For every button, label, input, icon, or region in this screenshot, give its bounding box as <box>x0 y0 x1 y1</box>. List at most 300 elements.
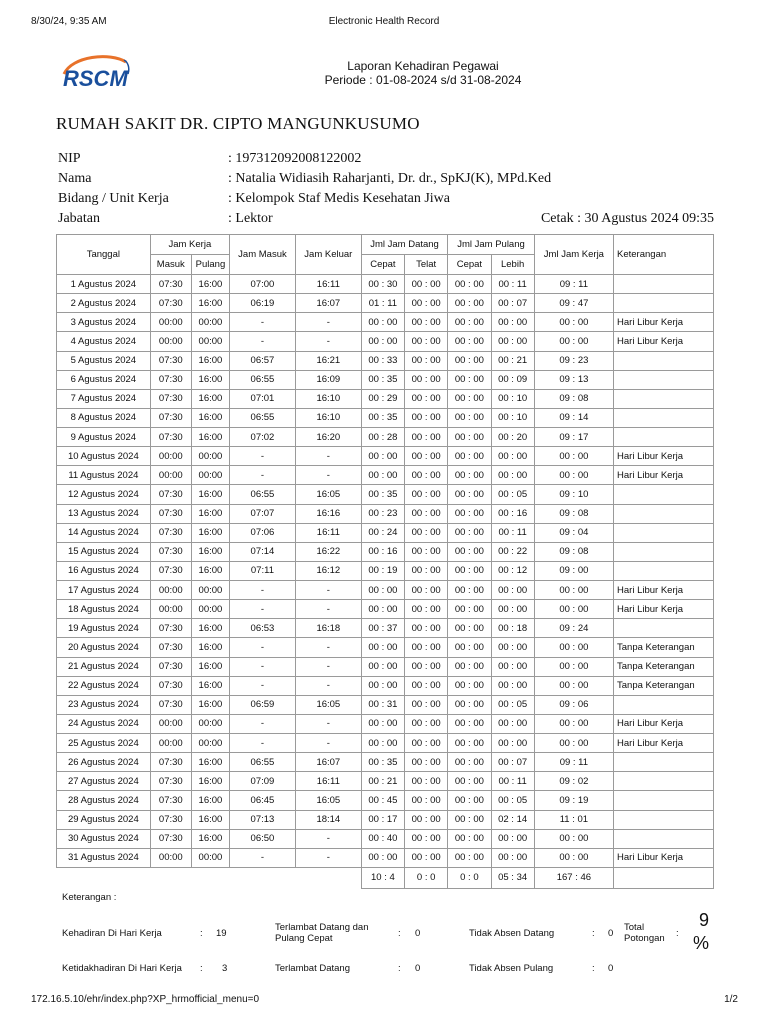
cell-jam-keluar: - <box>295 600 361 619</box>
cell-datang-cepat: 00 : 00 <box>361 714 404 733</box>
table-row <box>57 791 714 810</box>
ketidakhadiran-value: 3 <box>222 963 228 974</box>
cell-pulang-lebih: 00 : 05 <box>491 791 534 810</box>
cell-pulang-lebih: 00 : 10 <box>491 389 534 408</box>
cell-jam-kerja: 00 : 00 <box>534 466 613 485</box>
total-potongan-colon: : <box>676 928 679 939</box>
cell-datang-cepat: 00 : 35 <box>361 408 404 427</box>
cell-pulang: 16:00 <box>191 542 229 561</box>
total-lebih: 05 : 34 <box>491 867 534 888</box>
report-title-block <box>0 59 768 87</box>
header-jam-masuk: Jam Masuk <box>230 235 296 275</box>
cell-datang-cepat: 00 : 00 <box>361 848 404 867</box>
cell-pulang: 00:00 <box>191 848 229 867</box>
table-row <box>57 370 714 389</box>
table-row <box>57 504 714 523</box>
cell-pulang: 16:00 <box>191 619 229 638</box>
kehadiran-colon: : <box>200 928 203 939</box>
print-datetime: 8/30/24, 9:35 AM <box>31 16 107 27</box>
cell-datang-telat: 00 : 00 <box>405 523 448 542</box>
cell-tanggal: 11 Agustus 2024 <box>57 466 151 485</box>
cell-pulang: 16:00 <box>191 275 229 294</box>
table-row <box>57 332 714 351</box>
total-jam-kerja: 167 : 46 <box>534 867 613 888</box>
cell-pulang-lebih: 00 : 18 <box>491 619 534 638</box>
total-cepat: 10 : 4 <box>361 867 404 888</box>
cell-keterangan <box>614 542 714 561</box>
cell-jam-masuk: 06:55 <box>230 408 296 427</box>
cell-jam-kerja: 00 : 00 <box>534 848 613 867</box>
cell-pulang-cepat: 00 : 00 <box>448 619 491 638</box>
header-jml-jam-pulang: Jml Jam Pulang <box>448 235 534 255</box>
cell-masuk: 00:00 <box>150 734 191 753</box>
cell-pulang-lebih: 00 : 11 <box>491 275 534 294</box>
cell-datang-cepat: 01 : 11 <box>361 294 404 313</box>
nip-value: : 197312092008122002 <box>228 151 362 166</box>
cell-jam-kerja: 00 : 00 <box>534 734 613 753</box>
cell-jam-masuk: - <box>230 600 296 619</box>
cell-masuk: 00:00 <box>150 581 191 600</box>
cell-jam-keluar: 16:18 <box>295 619 361 638</box>
cell-datang-telat: 00 : 00 <box>405 619 448 638</box>
cell-jam-kerja: 09 : 08 <box>534 542 613 561</box>
cell-pulang: 16:00 <box>191 638 229 657</box>
cell-datang-telat: 00 : 00 <box>405 332 448 351</box>
cell-keterangan: Hari Libur Kerja <box>614 600 714 619</box>
cell-jam-keluar: 16:10 <box>295 408 361 427</box>
table-row <box>57 619 714 638</box>
table-row <box>57 581 714 600</box>
cell-pulang: 16:00 <box>191 810 229 829</box>
cell-datang-cepat: 00 : 00 <box>361 581 404 600</box>
cell-keterangan <box>614 485 714 504</box>
cell-pulang-cepat: 00 : 00 <box>448 351 491 370</box>
cell-pulang-lebih: 00 : 00 <box>491 714 534 733</box>
cell-jam-kerja: 09 : 08 <box>534 504 613 523</box>
cell-datang-telat: 00 : 00 <box>405 600 448 619</box>
cell-jam-kerja: 09 : 06 <box>534 695 613 714</box>
cell-jam-masuk: 07:07 <box>230 504 296 523</box>
cell-keterangan <box>614 294 714 313</box>
cell-datang-cepat: 00 : 35 <box>361 753 404 772</box>
cell-datang-cepat: 00 : 45 <box>361 791 404 810</box>
cell-keterangan <box>614 810 714 829</box>
cell-jam-masuk: 07:13 <box>230 810 296 829</box>
table-row <box>57 657 714 676</box>
cell-jam-keluar: - <box>295 332 361 351</box>
cell-pulang-cepat: 00 : 00 <box>448 332 491 351</box>
cell-keterangan <box>614 351 714 370</box>
cell-datang-telat: 00 : 00 <box>405 829 448 848</box>
report-title: Laporan Kehadiran Pegawai <box>347 59 499 73</box>
table-row <box>57 389 714 408</box>
cell-jam-keluar: - <box>295 829 361 848</box>
cell-tanggal: 19 Agustus 2024 <box>57 619 151 638</box>
cell-tanggal: 18 Agustus 2024 <box>57 600 151 619</box>
table-row <box>57 313 714 332</box>
header-lebih: Lebih <box>491 255 534 275</box>
cell-datang-cepat: 00 : 19 <box>361 561 404 580</box>
cell-tanggal: 14 Agustus 2024 <box>57 523 151 542</box>
terlambat-colon: : <box>398 963 401 974</box>
cell-masuk: 07:30 <box>150 619 191 638</box>
cell-jam-masuk: 06:19 <box>230 294 296 313</box>
cell-datang-telat: 00 : 00 <box>405 753 448 772</box>
cell-pulang-cepat: 00 : 00 <box>448 542 491 561</box>
cell-jam-kerja: 09 : 04 <box>534 523 613 542</box>
cell-jam-kerja: 09 : 19 <box>534 791 613 810</box>
cell-datang-telat: 00 : 00 <box>405 275 448 294</box>
cell-pulang-cepat: 00 : 00 <box>448 370 491 389</box>
table-row <box>57 447 714 466</box>
cell-jam-masuk: 06:45 <box>230 791 296 810</box>
cell-jam-keluar: 18:14 <box>295 810 361 829</box>
cell-pulang: 16:00 <box>191 676 229 695</box>
cell-pulang-lebih: 00 : 00 <box>491 638 534 657</box>
cell-pulang-lebih: 00 : 00 <box>491 848 534 867</box>
bidang-value: : Kelompok Staf Medis Kesehatan Jiwa <box>228 191 451 206</box>
table-row <box>57 542 714 561</box>
cell-masuk: 07:30 <box>150 504 191 523</box>
cell-jam-kerja: 00 : 00 <box>534 332 613 351</box>
cell-datang-telat: 00 : 00 <box>405 810 448 829</box>
cell-jam-masuk: 06:55 <box>230 753 296 772</box>
cell-tanggal: 12 Agustus 2024 <box>57 485 151 504</box>
cell-datang-telat: 00 : 00 <box>405 485 448 504</box>
cell-jam-keluar: 16:21 <box>295 351 361 370</box>
cell-jam-keluar: - <box>295 657 361 676</box>
cell-jam-keluar: 16:22 <box>295 542 361 561</box>
cell-datang-cepat: 00 : 00 <box>361 447 404 466</box>
cell-datang-telat: 00 : 00 <box>405 542 448 561</box>
cell-masuk: 07:30 <box>150 657 191 676</box>
cell-jam-masuk: - <box>230 657 296 676</box>
cell-masuk: 07:30 <box>150 561 191 580</box>
cell-pulang-lebih: 00 : 21 <box>491 351 534 370</box>
cell-keterangan <box>614 389 714 408</box>
cell-pulang-cepat: 00 : 00 <box>448 466 491 485</box>
cell-jam-kerja: 09 : 14 <box>534 408 613 427</box>
cell-jam-masuk: - <box>230 676 296 695</box>
cell-masuk: 07:30 <box>150 408 191 427</box>
table-row <box>57 523 714 542</box>
table-row <box>57 600 714 619</box>
cell-pulang-lebih: 00 : 07 <box>491 294 534 313</box>
header-masuk: Masuk <box>150 255 191 275</box>
cell-jam-masuk: - <box>230 447 296 466</box>
cell-datang-telat: 00 : 00 <box>405 351 448 370</box>
cell-datang-telat: 00 : 00 <box>405 294 448 313</box>
cell-jam-masuk: 07:11 <box>230 561 296 580</box>
cell-jam-kerja: 09 : 10 <box>534 485 613 504</box>
print-url: 172.16.5.10/ehr/index.php?XP_hrmofficial_menu=0 <box>31 994 260 1005</box>
cell-keterangan: Tanpa Keterangan <box>614 638 714 657</box>
table-row <box>57 772 714 791</box>
cell-masuk: 00:00 <box>150 332 191 351</box>
cell-pulang-cepat: 00 : 00 <box>448 734 491 753</box>
cell-jam-masuk: 06:57 <box>230 351 296 370</box>
cell-keterangan: Hari Libur Kerja <box>614 466 714 485</box>
cell-datang-cepat: 00 : 31 <box>361 695 404 714</box>
cell-jam-kerja: 09 : 13 <box>534 370 613 389</box>
cell-pulang-lebih: 00 : 00 <box>491 600 534 619</box>
cell-keterangan: Hari Libur Kerja <box>614 734 714 753</box>
cell-pulang-lebih: 00 : 07 <box>491 753 534 772</box>
cell-tanggal: 20 Agustus 2024 <box>57 638 151 657</box>
cell-pulang-cepat: 00 : 00 <box>448 408 491 427</box>
cell-datang-telat: 00 : 00 <box>405 504 448 523</box>
cell-jam-kerja: 00 : 00 <box>534 313 613 332</box>
cell-jam-kerja: 00 : 00 <box>534 600 613 619</box>
terlambat-value: 0 <box>415 963 421 974</box>
cell-masuk: 07:30 <box>150 428 191 447</box>
cell-datang-cepat: 00 : 00 <box>361 676 404 695</box>
cell-jam-masuk: - <box>230 734 296 753</box>
cell-masuk: 07:30 <box>150 275 191 294</box>
cell-masuk: 07:30 <box>150 523 191 542</box>
cell-jam-masuk: 07:09 <box>230 772 296 791</box>
cell-tanggal: 22 Agustus 2024 <box>57 676 151 695</box>
tidak-absen-datang-value: 0 <box>608 928 614 939</box>
nip-label: NIP <box>58 151 81 166</box>
cell-tanggal: 5 Agustus 2024 <box>57 351 151 370</box>
cell-pulang-cepat: 00 : 00 <box>448 848 491 867</box>
cell-datang-cepat: 00 : 23 <box>361 504 404 523</box>
cell-masuk: 07:30 <box>150 791 191 810</box>
cell-masuk: 07:30 <box>150 753 191 772</box>
cell-datang-cepat: 00 : 40 <box>361 829 404 848</box>
cell-datang-cepat: 00 : 30 <box>361 275 404 294</box>
cell-pulang-cepat: 00 : 00 <box>448 275 491 294</box>
table-row <box>57 275 714 294</box>
cell-datang-cepat: 00 : 00 <box>361 332 404 351</box>
cell-tanggal: 28 Agustus 2024 <box>57 791 151 810</box>
cell-jam-masuk: 06:55 <box>230 485 296 504</box>
cell-jam-kerja: 00 : 00 <box>534 638 613 657</box>
cell-pulang-lebih: 00 : 22 <box>491 542 534 561</box>
cell-pulang: 16:00 <box>191 523 229 542</box>
cell-masuk: 07:30 <box>150 810 191 829</box>
totals-spacer <box>57 867 362 888</box>
cell-pulang-lebih: 00 : 00 <box>491 466 534 485</box>
cell-tanggal: 29 Agustus 2024 <box>57 810 151 829</box>
cell-pulang: 00:00 <box>191 714 229 733</box>
table-row <box>57 810 714 829</box>
cell-masuk: 07:30 <box>150 676 191 695</box>
cell-jam-masuk: - <box>230 466 296 485</box>
cell-keterangan: Hari Libur Kerja <box>614 313 714 332</box>
cell-masuk: 07:30 <box>150 485 191 504</box>
ketidakhadiran-label: Ketidakhadiran Di Hari Kerja <box>62 963 182 974</box>
cell-pulang-cepat: 00 : 00 <box>448 772 491 791</box>
table-row <box>57 351 714 370</box>
cell-datang-cepat: 00 : 29 <box>361 389 404 408</box>
cell-datang-telat: 00 : 00 <box>405 848 448 867</box>
header-pulang: Pulang <box>191 255 229 275</box>
cell-datang-cepat: 00 : 17 <box>361 810 404 829</box>
cell-keterangan <box>614 408 714 427</box>
cell-pulang-cepat: 00 : 00 <box>448 504 491 523</box>
tidak-absen-datang-colon: : <box>592 928 595 939</box>
cell-datang-cepat: 00 : 37 <box>361 619 404 638</box>
cell-keterangan: Hari Libur Kerja <box>614 447 714 466</box>
cell-datang-telat: 00 : 00 <box>405 389 448 408</box>
cell-jam-keluar: 16:09 <box>295 370 361 389</box>
bidang-label: Bidang / Unit Kerja <box>58 191 169 206</box>
cell-jam-keluar: 16:11 <box>295 275 361 294</box>
cell-pulang: 16:00 <box>191 389 229 408</box>
cell-pulang-cepat: 00 : 00 <box>448 791 491 810</box>
cell-keterangan: Tanpa Keterangan <box>614 676 714 695</box>
cell-pulang-cepat: 00 : 00 <box>448 389 491 408</box>
cell-jam-masuk: 06:55 <box>230 370 296 389</box>
cell-pulang-lebih: 00 : 11 <box>491 523 534 542</box>
cell-keterangan <box>614 772 714 791</box>
cell-masuk: 00:00 <box>150 600 191 619</box>
total-potongan-unit: % <box>692 933 709 953</box>
cell-masuk: 00:00 <box>150 466 191 485</box>
cell-pulang-lebih: 00 : 00 <box>491 734 534 753</box>
total-keterangan <box>614 867 714 888</box>
cell-jam-masuk: - <box>230 848 296 867</box>
cell-jam-masuk: - <box>230 313 296 332</box>
cell-jam-keluar: 16:11 <box>295 772 361 791</box>
cell-pulang: 16:00 <box>191 485 229 504</box>
report-period: Periode : 01-08-2024 s/d 31-08-2024 <box>324 73 522 87</box>
cell-pulang: 16:00 <box>191 695 229 714</box>
cell-datang-telat: 00 : 00 <box>405 772 448 791</box>
cell-pulang: 16:00 <box>191 294 229 313</box>
cell-datang-cepat: 00 : 00 <box>361 734 404 753</box>
nama-value: : Natalia Widiasih Raharjanti, Dr. dr., SpKJ(K), MPd.Ked <box>228 171 552 186</box>
notes-title: Keterangan : <box>62 892 117 903</box>
header-tanggal: Tanggal <box>57 235 151 275</box>
cell-masuk: 00:00 <box>150 848 191 867</box>
cell-jam-keluar: 16:20 <box>295 428 361 447</box>
cell-tanggal: 9 Agustus 2024 <box>57 428 151 447</box>
cell-jam-keluar: - <box>295 466 361 485</box>
cell-keterangan <box>614 695 714 714</box>
cell-jam-masuk: 07:01 <box>230 389 296 408</box>
table-row <box>57 561 714 580</box>
header-jam-kerja: Jam Kerja <box>150 235 229 255</box>
cell-pulang-cepat: 00 : 00 <box>448 638 491 657</box>
cell-tanggal: 27 Agustus 2024 <box>57 772 151 791</box>
cell-jam-kerja: 00 : 00 <box>534 829 613 848</box>
cell-pulang: 16:00 <box>191 408 229 427</box>
cell-masuk: 07:30 <box>150 542 191 561</box>
cell-pulang-cepat: 00 : 00 <box>448 753 491 772</box>
table-row <box>57 485 714 504</box>
header-jml-jam-kerja: Jml Jam Kerja <box>534 235 613 275</box>
cell-pulang-lebih: 00 : 00 <box>491 447 534 466</box>
kehadiran-label: Kehadiran Di Hari Kerja <box>62 928 162 939</box>
terlambat-pulang-label-1: Terlambat Datang dan <box>275 922 369 933</box>
cell-keterangan <box>614 561 714 580</box>
cell-tanggal: 3 Agustus 2024 <box>57 313 151 332</box>
cell-pulang: 00:00 <box>191 313 229 332</box>
total-potongan-value: 9 <box>698 910 709 930</box>
cell-pulang: 00:00 <box>191 466 229 485</box>
cell-datang-telat: 00 : 00 <box>405 791 448 810</box>
jabatan-value: : Lektor <box>228 211 273 226</box>
cell-pulang-lebih: 00 : 00 <box>491 313 534 332</box>
cell-datang-telat: 00 : 00 <box>405 408 448 427</box>
employee-info <box>58 149 714 229</box>
cell-pulang-cepat: 00 : 00 <box>448 313 491 332</box>
cell-datang-telat: 00 : 00 <box>405 695 448 714</box>
cell-jam-kerja: 09 : 23 <box>534 351 613 370</box>
cell-keterangan <box>614 275 714 294</box>
attendance-table <box>56 234 714 889</box>
cell-jam-masuk: 06:50 <box>230 829 296 848</box>
cell-jam-kerja: 09 : 08 <box>534 389 613 408</box>
cell-datang-cepat: 00 : 24 <box>361 523 404 542</box>
cell-keterangan: Hari Libur Kerja <box>614 714 714 733</box>
cell-tanggal: 16 Agustus 2024 <box>57 561 151 580</box>
cell-pulang-lebih: 00 : 00 <box>491 581 534 600</box>
table-row <box>57 734 714 753</box>
cell-keterangan <box>614 370 714 389</box>
cell-datang-telat: 00 : 00 <box>405 714 448 733</box>
cell-datang-telat: 00 : 00 <box>405 561 448 580</box>
total-pulang-cepat: 0 : 0 <box>448 867 491 888</box>
table-totals <box>57 867 714 888</box>
cell-keterangan <box>614 619 714 638</box>
cell-jam-kerja: 00 : 00 <box>534 714 613 733</box>
cell-datang-telat: 00 : 00 <box>405 657 448 676</box>
cell-jam-masuk: - <box>230 581 296 600</box>
table-row <box>57 408 714 427</box>
cell-datang-telat: 00 : 00 <box>405 466 448 485</box>
header-cepat: Cepat <box>361 255 404 275</box>
cell-datang-cepat: 00 : 00 <box>361 600 404 619</box>
cell-pulang-cepat: 00 : 00 <box>448 523 491 542</box>
cell-tanggal: 2 Agustus 2024 <box>57 294 151 313</box>
print-date: Cetak : 30 Agustus 2024 09:35 <box>540 211 714 226</box>
total-potongan-label <box>624 922 665 944</box>
cell-jam-kerja: 00 : 00 <box>534 447 613 466</box>
table-row <box>57 638 714 657</box>
table-row <box>57 294 714 313</box>
cell-datang-telat: 00 : 00 <box>405 370 448 389</box>
cell-masuk: 00:00 <box>150 447 191 466</box>
cell-pulang: 16:00 <box>191 351 229 370</box>
terlambat-pulang-colon: : <box>398 928 401 939</box>
tidak-absen-pulang-colon: : <box>592 963 595 974</box>
cell-pulang-cepat: 00 : 00 <box>448 695 491 714</box>
terlambat-pulang-value: 0 <box>415 928 421 939</box>
cell-datang-cepat: 00 : 00 <box>361 313 404 332</box>
cell-pulang: 16:00 <box>191 428 229 447</box>
cell-pulang: 16:00 <box>191 753 229 772</box>
cell-tanggal: 8 Agustus 2024 <box>57 408 151 427</box>
cell-jam-keluar: - <box>295 581 361 600</box>
header-jam-keluar: Jam Keluar <box>295 235 361 275</box>
cell-keterangan: Hari Libur Kerja <box>614 581 714 600</box>
cell-pulang-cepat: 00 : 00 <box>448 447 491 466</box>
table-header <box>57 235 714 275</box>
cell-jam-keluar: 16:16 <box>295 504 361 523</box>
cell-keterangan: Hari Libur Kerja <box>614 848 714 867</box>
print-title: Electronic Health Record <box>328 16 440 27</box>
header-jml-jam-datang: Jml Jam Datang <box>361 235 447 255</box>
table-row <box>57 714 714 733</box>
cell-pulang-cepat: 00 : 00 <box>448 485 491 504</box>
cell-keterangan <box>614 504 714 523</box>
cell-pulang: 00:00 <box>191 447 229 466</box>
table-body <box>57 275 714 868</box>
